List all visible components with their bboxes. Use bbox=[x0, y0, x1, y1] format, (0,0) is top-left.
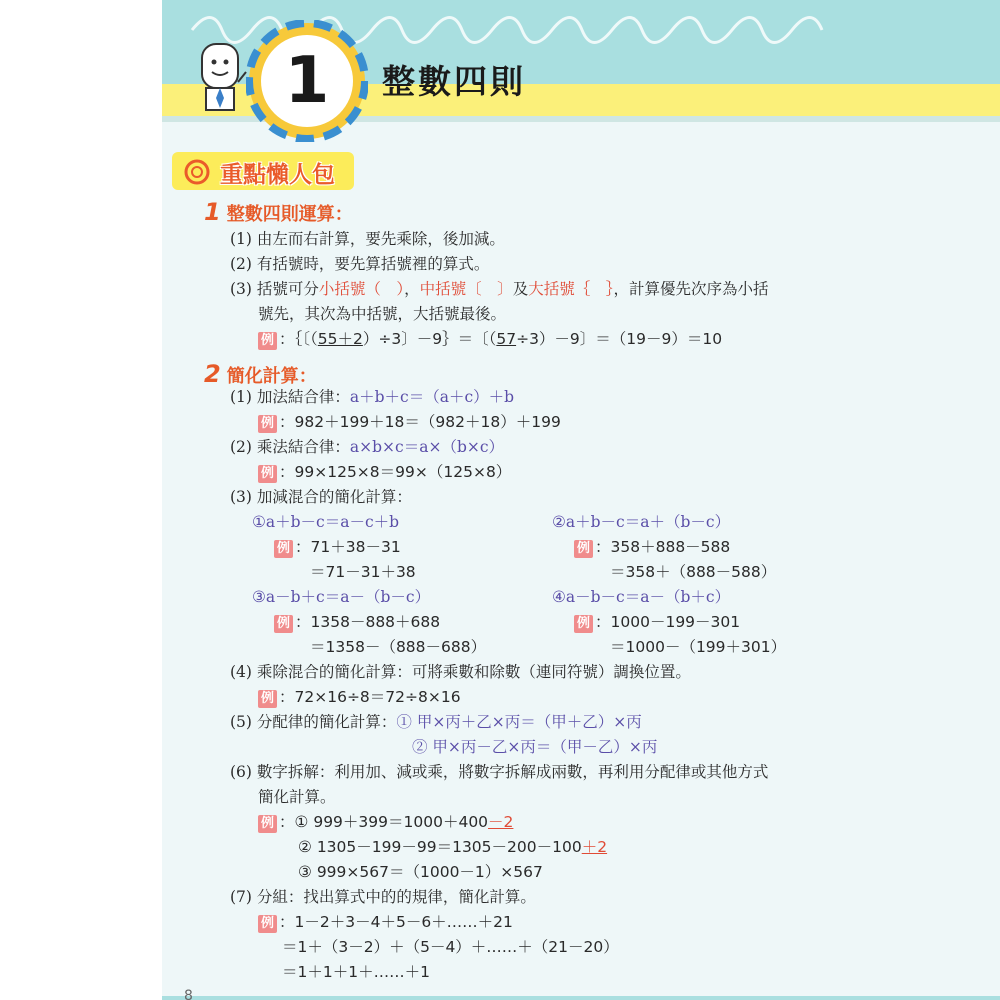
mascot-icon bbox=[192, 42, 248, 112]
decompose-line-cont: 簡化計算。 bbox=[258, 788, 336, 806]
mixed-mul-div-example: 例 ：72×16÷8＝72÷8×16 bbox=[258, 686, 461, 708]
page-number: 8 bbox=[184, 988, 193, 1000]
case-3-formula: ③a－b＋c＝a－（b－c） bbox=[252, 588, 431, 606]
rule-3-line: (3) 括號可分小括號（ ），中括號〔 〕及大括號｛ ｝，計算優先次序為小括 bbox=[230, 280, 769, 298]
chapter-number: 1 bbox=[284, 44, 330, 118]
grouping-line: (7) 分組：找出算式中的的規律，簡化計算。 bbox=[230, 888, 536, 906]
distributive-line: (5) 分配律的簡化計算：① 甲×丙＋乙×丙＝（甲＋乙）×丙 bbox=[230, 713, 642, 731]
case-2-example-cont: ＝358＋（888－588） bbox=[610, 563, 777, 581]
case-2-example: 例 ：358＋888－588 bbox=[574, 536, 730, 558]
decompose-example-3: ③ 999×567＝（1000－1）×567 bbox=[298, 863, 543, 881]
distributive-line-2: ② 甲×丙－乙×丙＝（甲－乙）×丙 bbox=[412, 738, 658, 756]
paperclip-icon bbox=[184, 159, 210, 185]
case-1-formula: ①a＋b－c＝a－c＋b bbox=[252, 513, 400, 531]
case-3-example-cont: ＝1358－（888－688） bbox=[310, 638, 487, 656]
grouping-example-1: 例 ：1－2＋3－4＋5－6＋……＋21 bbox=[258, 911, 513, 933]
section-2-heading: 2 簡化計算： bbox=[204, 360, 317, 388]
grouping-example-3: ＝1＋1＋1＋……＋1 bbox=[282, 963, 430, 981]
chapter-title: 整數四則 bbox=[382, 62, 526, 101]
case-1-example-cont: ＝71－31＋38 bbox=[310, 563, 416, 581]
section-1-heading: 1 整數四則運算： bbox=[204, 198, 353, 226]
key-points-text: 重點懶人包 bbox=[220, 162, 335, 188]
key-points-label bbox=[172, 152, 354, 190]
assoc-add-example: 例 ：982＋199＋18＝（982＋18）＋199 bbox=[258, 411, 561, 433]
assoc-add-line: (1) 加法結合律：a＋b＋c＝（a＋c）＋b bbox=[230, 388, 515, 406]
rule-1-line: (1) 由左而右計算，要先乘除，後加減。 bbox=[230, 230, 505, 248]
grouping-example-2: ＝1＋（3－2）＋（5－4）＋……＋（21－20） bbox=[282, 938, 619, 956]
assoc-mul-example: 例 ：99×125×8＝99×（125×8） bbox=[258, 461, 511, 483]
rule-3-line-cont: 號先，其次為中括號，大括號最後。 bbox=[258, 305, 507, 323]
case-4-formula: ④a－b－c＝a－（b＋c） bbox=[552, 588, 731, 606]
case-4-example-cont: ＝1000－（199＋301） bbox=[610, 638, 787, 656]
example-1: 例 ：｛〔（55＋2）÷3〕－9｝＝〔（57÷3）－9〕＝（19－9）＝10 bbox=[258, 328, 722, 350]
textbook-page bbox=[162, 0, 1000, 1000]
case-4-example: 例 ：1000－199－301 bbox=[574, 611, 740, 633]
decompose-line: (6) 數字拆解：利用加、減或乘，將數字拆解成兩數，再利用分配律或其他方式 bbox=[230, 763, 769, 781]
decompose-example-2: ② 1305－199－99＝1305－200－100＋2 bbox=[298, 838, 608, 856]
footer-band bbox=[162, 996, 1000, 1000]
assoc-mul-line: (2) 乘法結合律：a×b×c＝a×（b×c） bbox=[230, 438, 505, 456]
mixed-mul-div-line: (4) 乘除混合的簡化計算：可將乘數和除數（連同符號）調換位置。 bbox=[230, 663, 691, 681]
case-2-formula: ②a＋b－c＝a＋（b－c） bbox=[552, 513, 731, 531]
mixed-add-sub-line: (3) 加減混合的簡化計算： bbox=[230, 488, 412, 506]
rule-2-line: (2) 有括號時，要先算括號裡的算式。 bbox=[230, 255, 490, 273]
case-1-example: 例 ：71＋38－31 bbox=[274, 536, 401, 558]
decompose-example-1: 例 ：① 999＋399＝1000＋400－2 bbox=[258, 811, 513, 833]
case-3-example: 例 ：1358－888＋688 bbox=[274, 611, 440, 633]
